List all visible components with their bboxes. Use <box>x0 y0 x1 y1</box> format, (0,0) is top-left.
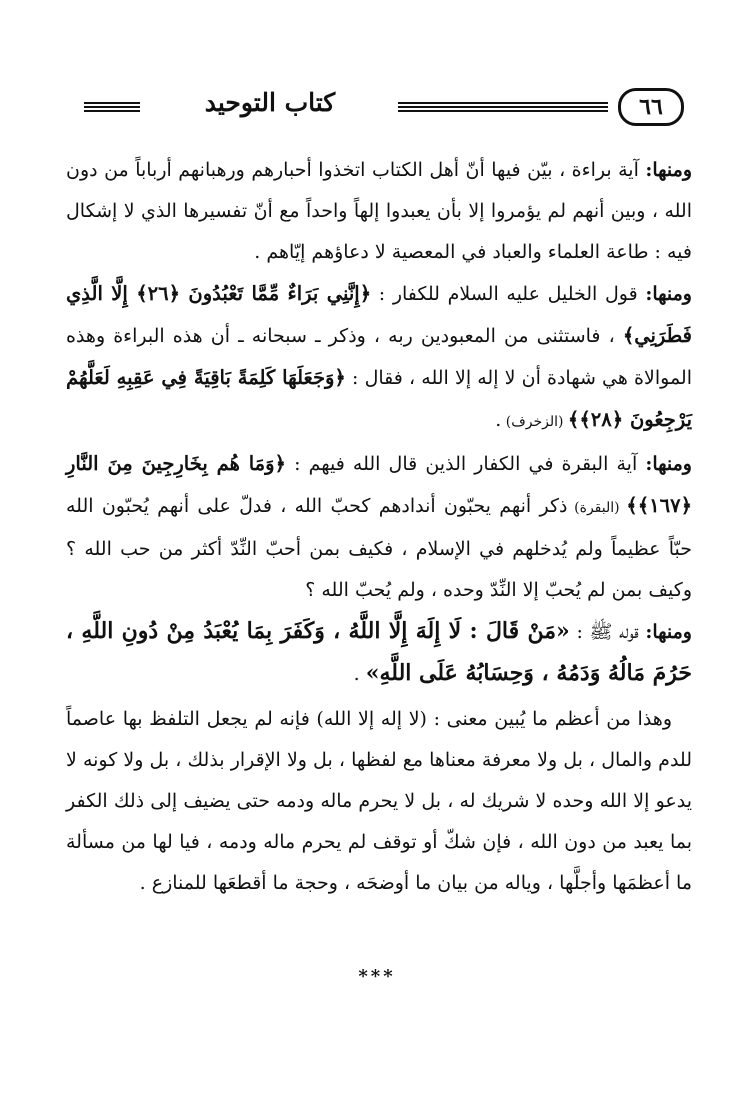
surah-reference: (الزخرف) <box>501 414 568 430</box>
header-right-rule <box>398 102 608 112</box>
paragraph-khalil <box>66 273 692 443</box>
page-body <box>66 150 692 904</box>
paragraph-text: ، فاستثنى من المعبودين ربه ، وذكر ـ سبحانه ـ أن هذه البراءة وهذه الموالاة هي شهادة أن لا إله إلا الله ، فقال : <box>66 325 692 389</box>
paragraph-text: آية البقرة في الكفار الذين قال الله فيهم : <box>285 453 646 475</box>
paragraph-text: قول الخليل عليه السلام للكفار : <box>371 283 646 305</box>
paragraph-text: آية براءة ، بيّن فيها أنّ أهل الكتاب اتخذوا أحبارهم ورهبانهم أرباباً من دون الله ، وبين أنهم لم يؤمروا إلا بأن يعبدوا إلهاً واحداً مع أنّ تفسيرها الذي لا إشكال فيه : طاعة العلماء والعباد في المعصية لا دعاؤهم إيّاهم . <box>66 159 692 263</box>
quran-verse: ﴿وَجَعَلَهَا كَلِمَةً بَاقِيَةً فِي عَقِبِهِ لَعَلَّهُمْ يَرْجِعُونَ ﴿٢٨﴾﴾ <box>66 366 692 431</box>
section-label: ومنها: <box>645 159 692 181</box>
section-label: ومنها: <box>645 283 692 305</box>
hadith-quote: «مَنْ قَالَ : لَا إِلَهَ إِلَّا اللَّهُ ، وَكَفَرَ بِمَا يُعْبَدُ مِنْ دُونِ اللَّهِ ، حَرُمَ مَالُهُ وَدَمُهُ ، وَحِسَابُهُ عَلَى اللَّهِ» <box>66 618 692 686</box>
paragraph-bara-verse <box>66 150 692 273</box>
surah-reference: (البقرة) <box>567 500 627 516</box>
paragraph-baqara <box>66 443 692 611</box>
section-label: ومنها: <box>645 621 692 643</box>
quran-verse: ﴿وَمَا هُم بِخَارِجِينَ مِنَ النَّارِ ﴿١٦٧﴾﴾ <box>66 452 692 517</box>
section-label: ومنها: <box>645 453 692 475</box>
book-title: كتاب التوحيد <box>204 88 336 117</box>
quran-verse: ﴿إِنَّنِي بَرَاءٌ مِّمَّا تَعْبُدُونَ ﴿٢٦﴾ إِلَّا الَّذِي فَطَرَنِي﴾ <box>66 282 692 347</box>
paragraph-text: ذكر أنهم يحبّون أندادهم كحبّ الله ، فدلّ على أنهم يُحبّون الله حبّاً عظيماً ولم يُدخلهم في الإسلام ، فكيف بمن أحبّ النِّدّ أكثر من حب الله ؟ وكيف بمن لم يُحبّ إلا النِّدّ وحده ، ولم يُحبّ الله ؟ <box>66 495 692 601</box>
section-separator: *** <box>358 966 396 987</box>
page-header <box>70 86 690 130</box>
page-number: ٦٦ <box>618 88 684 126</box>
paragraph-end: . <box>353 663 366 685</box>
paragraph-text: قوله ﷺ : <box>569 621 646 643</box>
paragraph-hadith <box>66 611 692 695</box>
paragraph-end: . <box>495 409 502 431</box>
header-left-rule <box>84 102 140 112</box>
paragraph-explanation <box>66 699 692 904</box>
paragraph-text: وهذا من أعظم ما يُبين معنى : (لا إله إلا الله) فإنه لم يجعل التلفظ بها عاصماً للدم والمال ، بل ولا معرفة معناها مع لفظها ، بل ولا الإقرار بذلك ، بل ولا كونه لا يدعو إلا الله وحده لا شريك له ، بل لا يحرم ماله ودمه حتى يضيف إلى ذلك الكفر بما يعبد من دون الله ، فإن شكّ أو توقف لم يحرم ماله ودمه ، فيا لها من مسألة ما أعظمَها وأجلَّها ، وياله من بيان ما أوضحَه ، وحجة ما أقطعَها للمنازع . <box>66 708 692 894</box>
